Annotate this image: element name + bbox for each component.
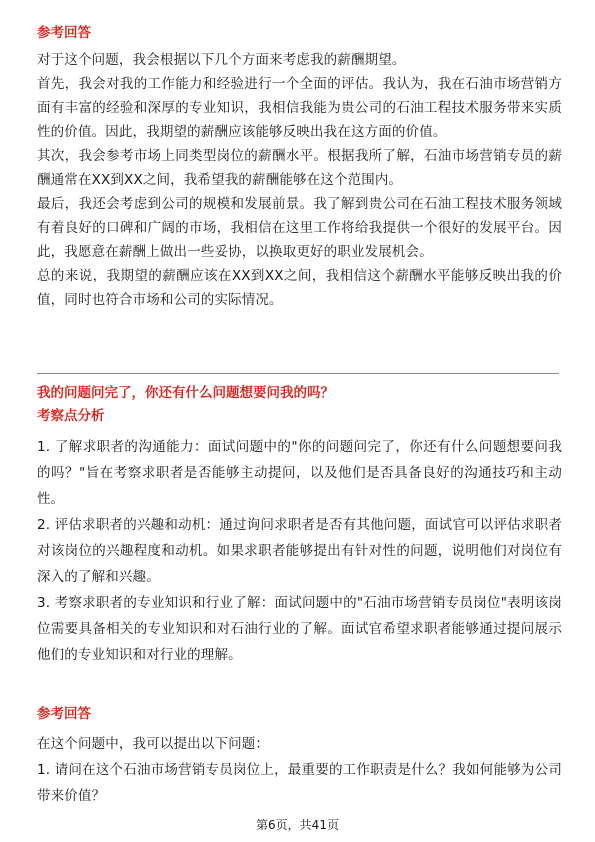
- reference-answer-section-1: [37, 22, 562, 44]
- paragraph: 首先，我会对我的工作能力和经验进行一个全面的评估。我认为，我在石油市场营销方面有丰富的经验和深厚的专业知识，我相信我能为贵公司的石油工程技术服务带来实质性的价值。因此，我期望的薪酬应该能够反映出我在这方面的价值。: [37, 76, 562, 140]
- question-heading: 我的问题问完了，你还有什么问题想要问我的吗？: [37, 385, 334, 401]
- answer-item: 1. 请问在这个石油市场营销专员岗位上，最重要的工作职责是什么？我如何能够为公司带来价值？: [37, 762, 562, 804]
- paragraph: 其次，我会参考市场上同类型岗位的薪酬水平。根据我所了解，石油市场营销专员的薪酬通常在XX到XX之间，我希望我的薪酬能够在这个范围内。: [37, 148, 562, 188]
- answer-intro: 在这个问题中，我可以提出以下问题：: [37, 736, 270, 752]
- paragraph: 总的来说，我期望的薪酬应该在XX到XX之间，我相信这个薪酬水平能够反映出我的价值，同时也符合市场和公司的实际情况。: [37, 268, 562, 308]
- reference-answer-heading: 参考回答: [37, 706, 91, 722]
- analysis-item: 2. 评估求职者的兴趣和动机：通过询问求职者是否有其他问题，面试官可以评估求职者对该岗位的兴趣程度和动机。如果求职者能够提出有针对性的问题，说明他们对岗位有深入的了解和兴趣。: [37, 517, 562, 585]
- reference-answer-body-2: [37, 731, 562, 809]
- paragraph: 最后，我还会考虑到公司的规模和发展前景。我了解到贵公司在石油工程技术服务领域有着良好的口碑和广阔的市场，我相信在这里工作将给我提供一个很好的发展平台。因此，我愿意在薪酬上做出一些妥协，以换取更好的职业发展机会。: [37, 196, 562, 260]
- reference-answer-section-2: [37, 703, 562, 725]
- analysis-item: 1. 了解求职者的沟通能力：面试问题中的"你的问题问完了，你还有什么问题想要问我的吗？"旨在考察求职者是否能够主动提问，以及他们是否具备良好的沟通技巧和主动性。: [37, 439, 562, 507]
- reference-answer-heading: 参考回答: [37, 25, 91, 41]
- reference-answer-body-1: [37, 48, 562, 312]
- analysis-heading: 考察点分析: [37, 408, 105, 424]
- analysis-item: 3. 考察求职者的专业知识和行业了解：面试问题中的"石油市场营销专员岗位"表明该岗位需要具备相关的专业知识和对石油行业的了解。面试官希望求职者能够通过提问展示他们的专业知识和对行业的理解。: [37, 595, 562, 663]
- analysis-list: [37, 434, 562, 668]
- question-section: [37, 382, 562, 427]
- paragraph: 对于这个问题，我会根据以下几个方面来考虑我的薪酬期望。: [37, 52, 406, 68]
- section-divider: [37, 373, 559, 374]
- page-number: 第6页，共41页: [256, 818, 339, 832]
